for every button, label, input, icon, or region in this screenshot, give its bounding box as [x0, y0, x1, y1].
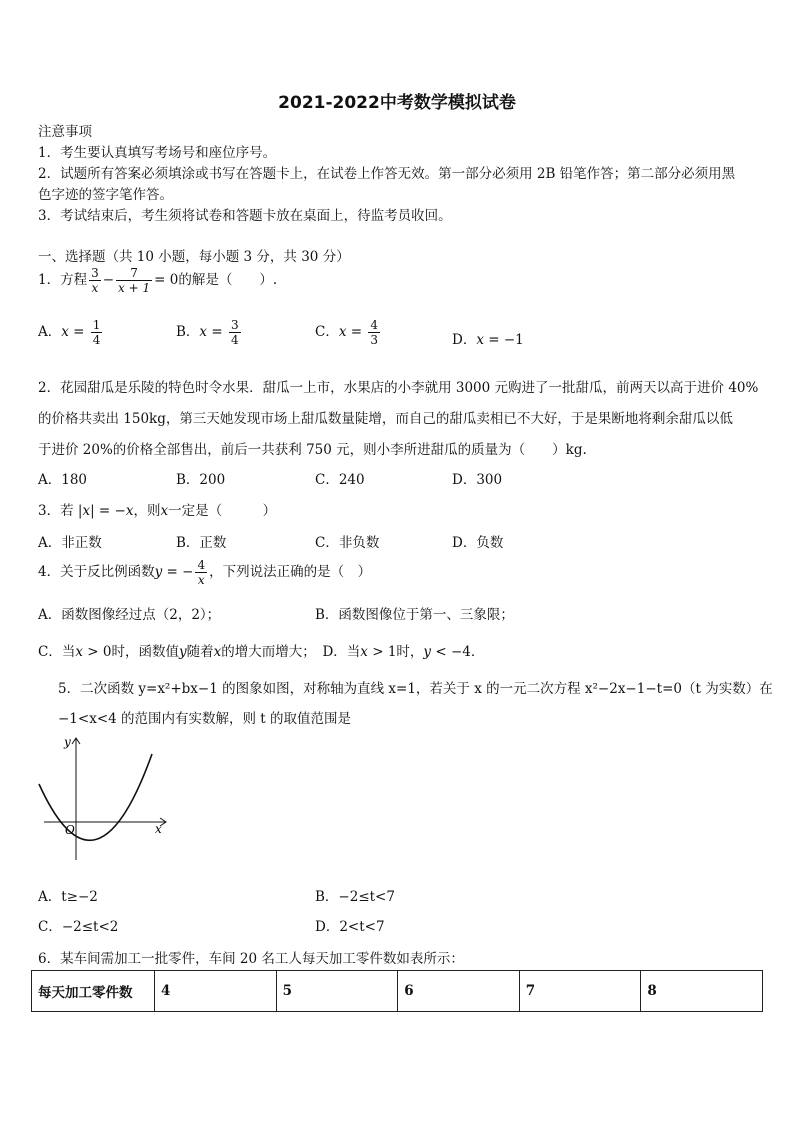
q4-var-y: y — [154, 564, 163, 580]
q1-option-c[interactable] — [315, 318, 382, 347]
q5-line-1: 5．二次函数 y=x²+bx−1 的图象如图，对称轴为直线 x=1，若关于 x 的一元二次方程 x²−2x−1−t=0（t 为实数）在 — [58, 681, 773, 697]
q4-c-3: 随着 — [186, 644, 214, 660]
notice-heading: 注意事项 — [38, 124, 92, 140]
parabola-curve — [39, 754, 152, 840]
q1-option-b[interactable] — [176, 318, 243, 347]
q1-b-var: x — [199, 324, 208, 340]
q1-b-frac — [229, 318, 241, 347]
q1-equals: = 0 — [154, 272, 179, 288]
q5-line-2: −1<x<4 的范围内有实数解，则 t 的取值范围是 — [58, 711, 352, 727]
q2-option-b[interactable]: B．200 — [176, 472, 226, 488]
question-1 — [38, 266, 277, 295]
table-header-cell: 每天加工零件数 — [32, 971, 155, 1012]
q4-c-x: x — [75, 644, 83, 660]
q1-d-var: x — [476, 332, 484, 348]
q1-b-label: B． — [176, 324, 200, 340]
q1-minus: − — [102, 272, 115, 288]
q3-post: 一定是（ ） — [168, 503, 277, 519]
table-cell: 4 — [155, 971, 277, 1012]
q2-line-3: 于进价 20%的价格全部售出，前后一共获利 750 元，则小李所进甜瓜的质量为（ ）kg. — [38, 442, 587, 458]
q1-b-den: 4 — [230, 333, 239, 347]
q5-option-b[interactable]: B．−2≤t<7 — [315, 889, 395, 905]
y-axis-label: y — [64, 735, 71, 749]
notice-item-2b: 色字迹的签字笔作答。 — [38, 187, 173, 203]
q4-d-2: 时， — [396, 644, 424, 660]
notice-item-3: 3．考试结束后，考生须将试卷和答题卡放在桌面上，待监考员收回。 — [38, 208, 452, 224]
q1-f2-num: 7 — [116, 266, 152, 281]
table-row — [32, 971, 763, 1012]
q4-c-cond: > 0 — [82, 644, 112, 660]
x-axis-label: x — [155, 822, 162, 836]
q3-var-2: x — [125, 503, 134, 519]
q3-pre: 3．若 | — [38, 503, 83, 519]
notice-item-1: 1．考生要认真填写考场号和座位序号。 — [38, 145, 277, 161]
q3-option-a[interactable]: A．非正数 — [38, 535, 102, 551]
q4-d-3: ． — [470, 644, 485, 660]
q1-a-den: 4 — [92, 333, 101, 347]
q3-option-c[interactable]: C．非负数 — [315, 535, 380, 551]
q5-option-d[interactable]: D．2<t<7 — [315, 919, 385, 935]
question-3 — [38, 499, 276, 519]
table-cell: 6 — [398, 971, 520, 1012]
q1-b-num: 3 — [230, 318, 239, 332]
q2-option-c[interactable]: C．240 — [315, 472, 365, 488]
q3-option-d[interactable]: D．负数 — [452, 535, 504, 551]
question-4 — [38, 558, 371, 587]
q1-c-label: C． — [315, 324, 339, 340]
q1-f1-num: 3 — [91, 266, 99, 280]
table-cell: 7 — [519, 971, 641, 1012]
q4-c-1: C．当 — [38, 644, 76, 660]
q2-option-a[interactable]: A．180 — [38, 472, 88, 488]
q1-fraction-1 — [89, 266, 101, 295]
q4-eq: = − — [162, 564, 194, 580]
q1-a-frac — [91, 318, 103, 347]
q2-line-1: 2．花园甜瓜是乐陵的特色时令水果．甜瓜一上市，水果店的小李就用 3000 元购进了一批甜瓜，前两天以高于进价 40% — [38, 380, 759, 396]
table-cell: 5 — [276, 971, 398, 1012]
page-title: 2021-2022中考数学模拟试卷 — [278, 93, 516, 113]
q1-b-eq: = — [207, 324, 227, 340]
q4-c-4: 的增大而增大； D．当 — [221, 644, 361, 660]
origin-label: O — [65, 823, 75, 837]
q1-f1-den: x — [91, 281, 99, 295]
q3-var-3: x — [160, 503, 169, 519]
q1-prefix: 1．方程 — [38, 272, 88, 288]
q1-a-label: A． — [38, 324, 62, 340]
q5-option-c[interactable]: C．−2≤t<2 — [38, 919, 119, 935]
parabola-graph — [34, 732, 174, 872]
q1-c-frac — [368, 318, 380, 347]
q1-c-den: 3 — [370, 333, 379, 347]
q4-option-cd[interactable] — [38, 640, 484, 660]
q4-pre: 4．关于反比例函数 — [38, 564, 155, 580]
q4-d-cond: > 1 — [367, 644, 397, 660]
q4-c-y: y — [178, 644, 187, 660]
q1-c-num: 4 — [370, 318, 379, 332]
q4-c-2: 时，函数值 — [111, 644, 179, 660]
q4-den: x — [197, 573, 205, 587]
q6-text: 6．某车间需加工一批零件，车间 20 名工人每天加工零件数如表所示： — [38, 951, 464, 967]
q2-line-2: 的价格共卖出 150kg，第三天她发现市场上甜瓜数量陡增，而自己的甜瓜卖相已不大好，于是果断地将剩余甜瓜以低 — [38, 411, 733, 427]
q1-a-num: 1 — [92, 318, 101, 332]
q3-after: ，则 — [133, 503, 161, 519]
q4-d-y: y — [423, 644, 432, 660]
q1-a-var: x — [61, 324, 69, 340]
q5-option-a[interactable]: A．t≥−2 — [38, 889, 98, 905]
q1-option-a[interactable] — [38, 318, 104, 347]
q4-option-a[interactable]: A．函数图像经过点（2，2）； — [38, 607, 221, 623]
q1-suffix: 的解是（ ）. — [178, 272, 278, 288]
q1-option-d[interactable] — [452, 328, 524, 348]
q1-f2-den: x + 1 — [118, 281, 151, 295]
q6-table — [31, 970, 763, 1012]
q1-d-value: = −1 — [483, 332, 524, 348]
q4-option-b[interactable]: B．函数图像位于第一、三象限； — [315, 607, 514, 623]
section-heading: 一、选择题（共 10 小题，每小题 3 分，共 30 分） — [38, 249, 350, 265]
q1-fraction-2 — [116, 266, 152, 295]
q1-d-label: D． — [452, 332, 477, 348]
q3-var-1: x — [82, 503, 91, 519]
notice-item-2a: 2．试题所有答案必须填涂或书写在答题卡上，在试卷上作答无效。第一部分必须用 2B 铅笔作答；第二部分必须用黑 — [38, 166, 736, 182]
q4-d-val: < −4 — [431, 644, 471, 660]
q1-c-eq: = — [346, 324, 367, 340]
q1-c-var: x — [338, 324, 347, 340]
q2-option-d[interactable]: D．300 — [452, 472, 503, 488]
q4-post: ，下列说法正确的是（ ） — [209, 564, 372, 580]
q3-option-b[interactable]: B．正数 — [176, 535, 227, 551]
table-cell: 8 — [641, 971, 763, 1012]
q4-c-x2: x — [213, 644, 222, 660]
q4-d-x: x — [360, 644, 368, 660]
q4-fraction — [195, 558, 207, 587]
q3-mid: | = − — [90, 503, 126, 519]
q4-num: 4 — [197, 558, 206, 572]
q1-a-eq: = — [68, 324, 89, 340]
